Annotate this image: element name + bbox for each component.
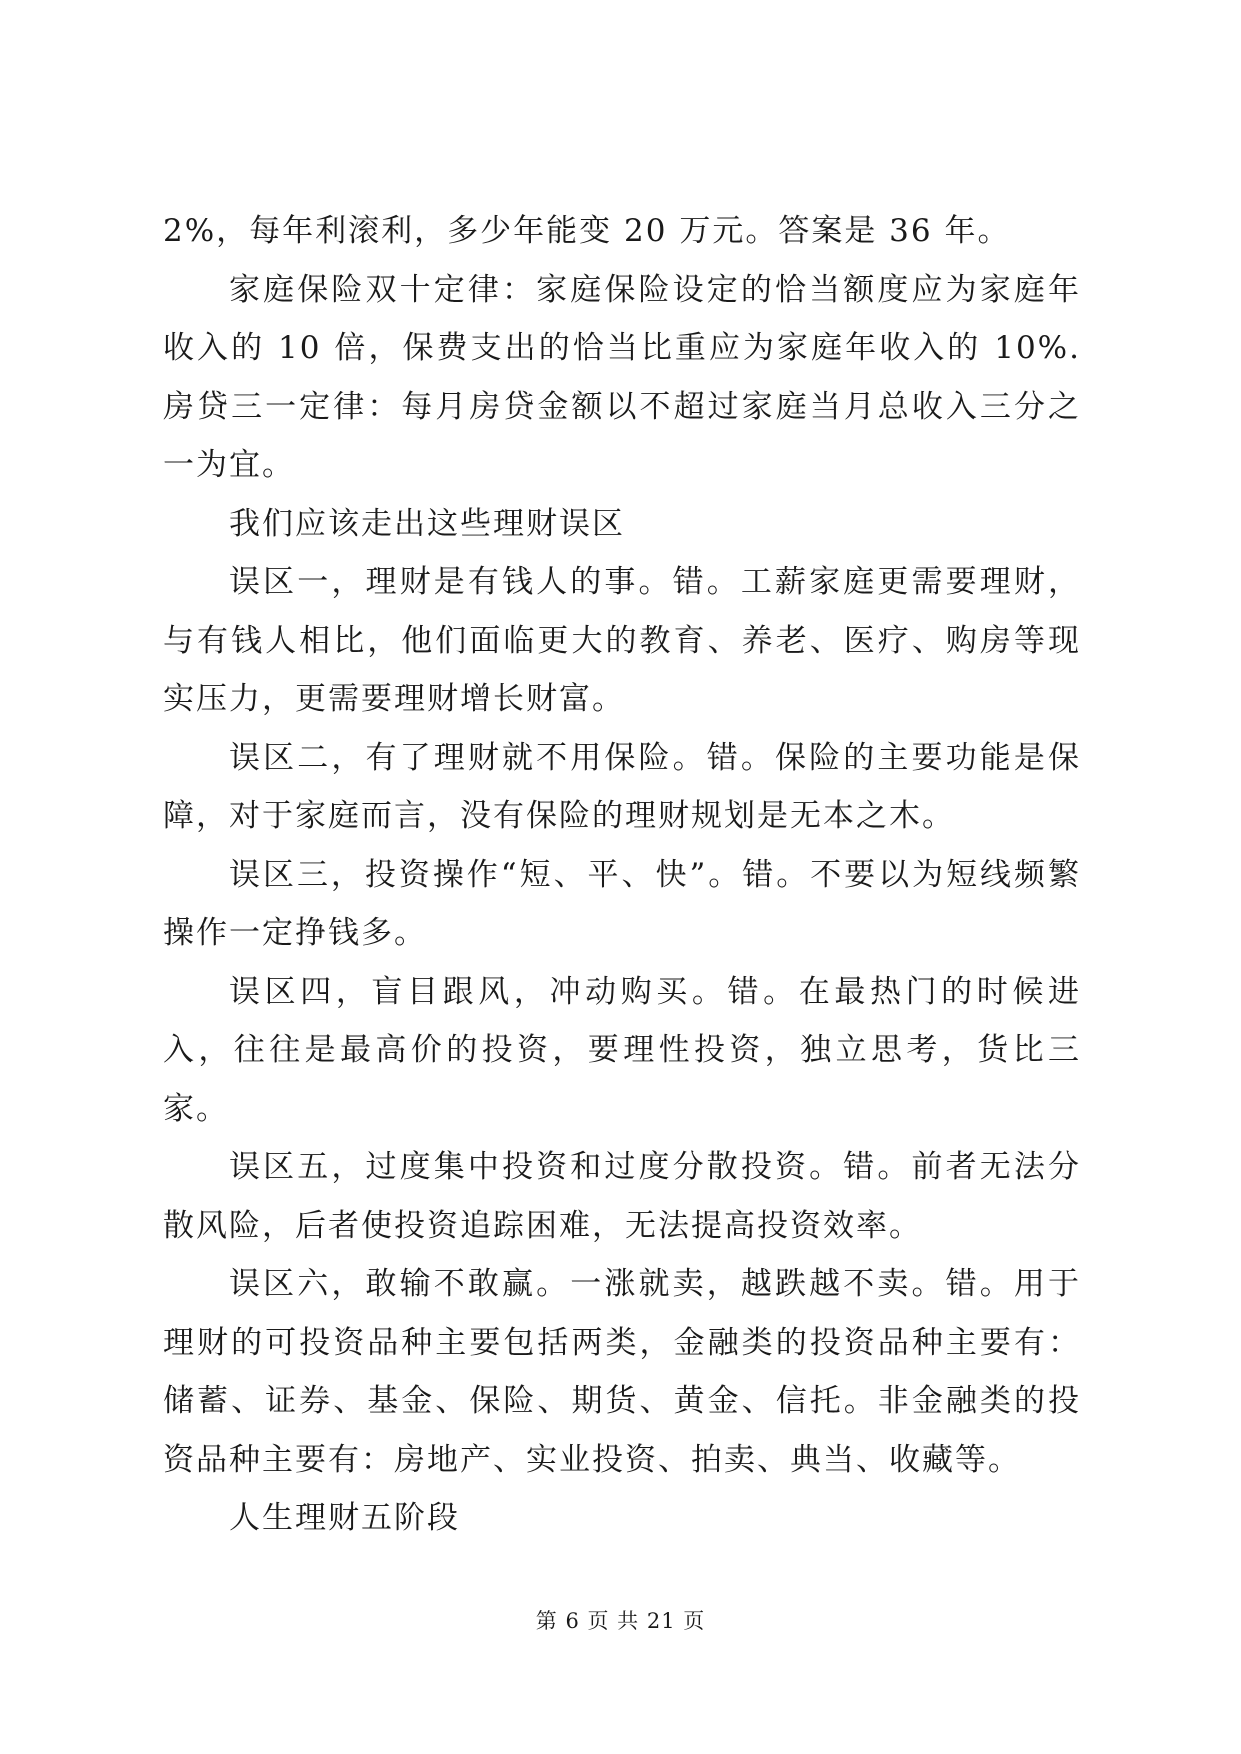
- page-number-footer: 第 6 页 共 21 页: [535, 1609, 706, 1633]
- paragraph-misconception-2: 误区二，有了理财就不用保险。错。保险的主要功能是保障，对于家庭而言，没有保险的理财规划是无本之木。: [163, 739, 1081, 834]
- body-text: [163, 202, 1081, 1548]
- paragraph-misconception-1: 误区一，理财是有钱人的事。错。工薪家庭更需要理财，与有钱人相比，他们面临更大的教育、养老、医疗、购房等现实压力，更需要理财增长财富。: [163, 564, 1081, 717]
- paragraph-life-stages-heading: 人生理财五阶段: [229, 1500, 460, 1536]
- paragraph-insurance-rule: 家庭保险双十定律：家庭保险设定的恰当额度应为家庭年收入的 10 倍，保费支出的恰当比重应为家庭年收入的 10%. 房贷三一定律：每月房贷金额以不超过家庭当月总收入三分之一为宜。: [163, 271, 1081, 483]
- paragraph-misconception-3: 误区三，投资操作“短、平、快”。错。不要以为短线频繁操作一定挣钱多。: [163, 856, 1081, 951]
- paragraph-misconception-4: 误区四，盲目跟风，冲动购买。错。在最热门的时候进入，往往是最高价的投资，要理性投资，独立思考，货比三家。: [163, 973, 1081, 1127]
- paragraph-misconception-6: 误区六，敢输不敢赢。一涨就卖，越跌越不卖。错。用于理财的可投资品种主要包括两类，金融类的投资品种主要有：储蓄、证券、基金、保险、期货、黄金、信托。非金融类的投资品种主要有：房地产、实业投资、拍卖、典当、收藏等。: [163, 1266, 1081, 1478]
- paragraph-misconception-5: 误区五，过度集中投资和过度分散投资。错。前者无法分散风险，后者使投资追踪困难，无法提高投资效率。: [163, 1149, 1081, 1244]
- paragraph-misconceptions-heading: 我们应该走出这些理财误区: [229, 505, 625, 542]
- paragraph-continuation: 2%，每年利滚利，多少年能变 20 万元。答案是 36 年。: [163, 213, 1011, 249]
